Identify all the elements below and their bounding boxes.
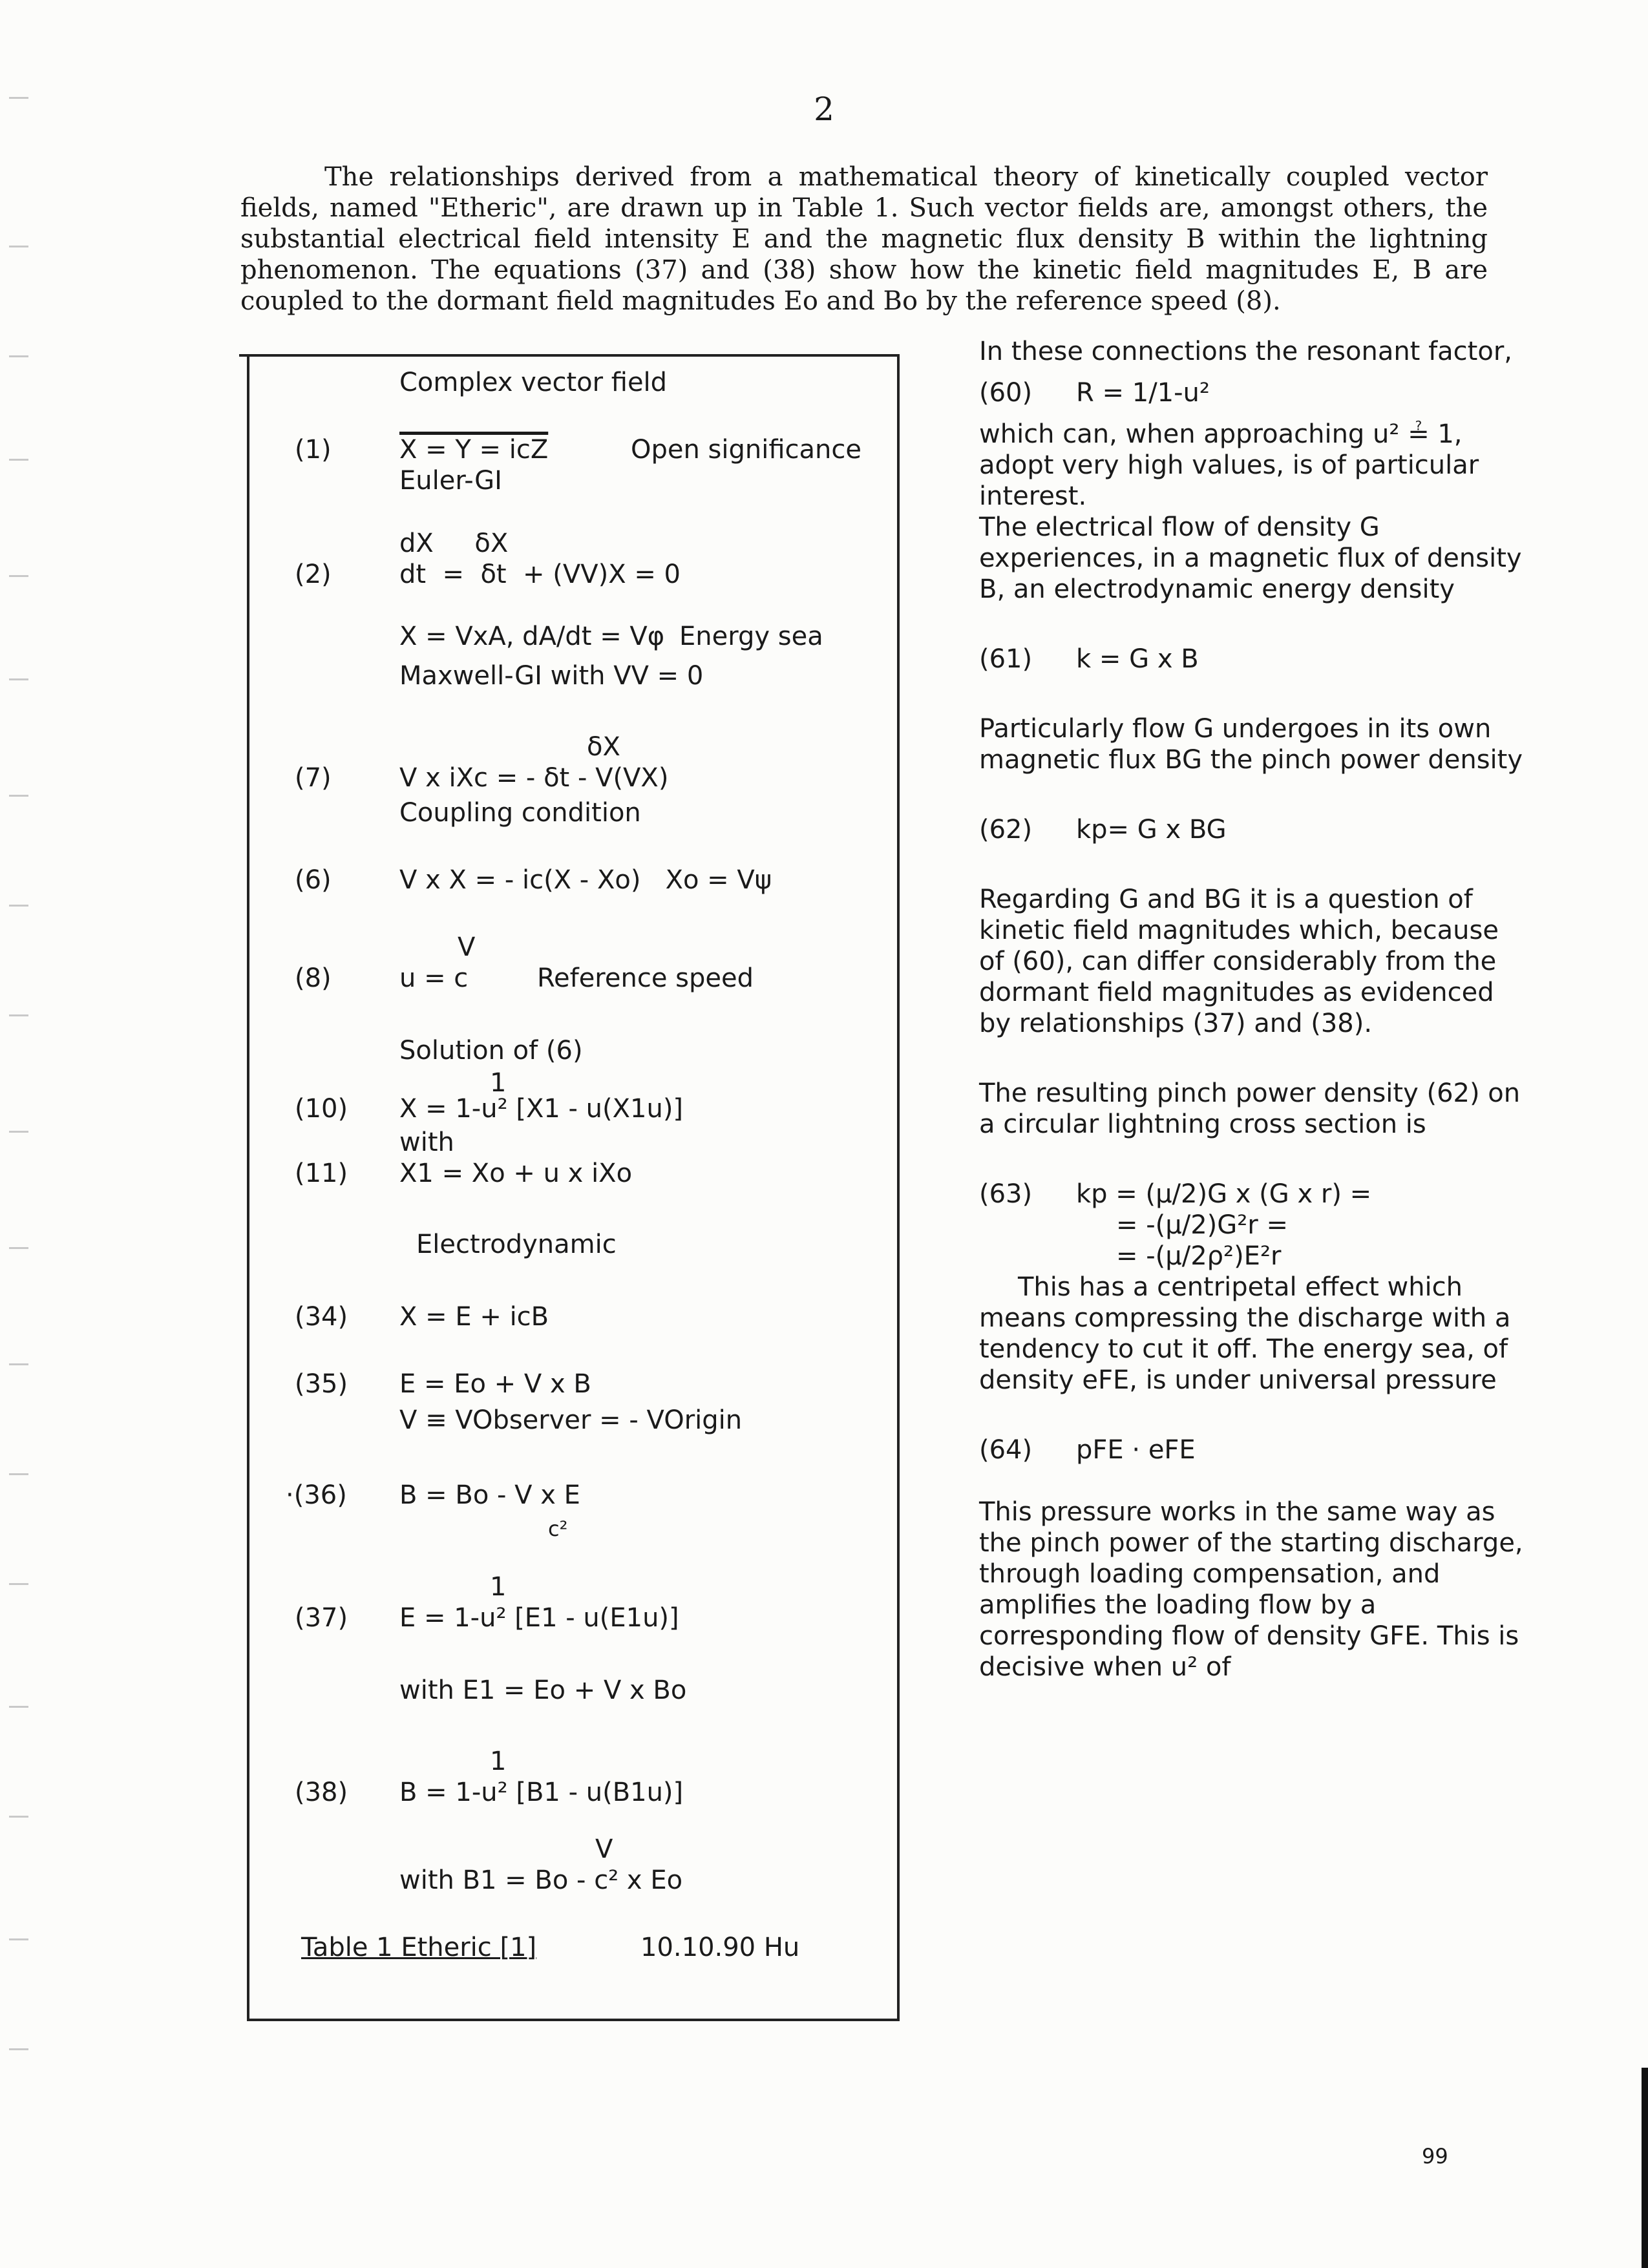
eq10-with: with: [399, 1128, 454, 1157]
eq63c: = -(μ/2ρ²)E²r: [1116, 1241, 1282, 1271]
table-caption-date: 10.10.90 Hu: [640, 1933, 800, 1962]
right-p5: Regarding G and BG it is a question of kinetic field magnitudes which, because of (60), can differ considerably from the dormant field magnitudes as evidenced by relationships (37) and (38).: [979, 885, 1499, 1038]
eq1-expr: X = Y = icZ: [399, 435, 549, 465]
eq7-expr: V x iXc = - δt - V(VX): [399, 763, 669, 793]
eq35-label: (35): [295, 1369, 348, 1399]
eq8-expr: u = c: [399, 963, 469, 993]
eq6-label: (6): [295, 865, 332, 895]
eq37-expr: E = 1-u² [E1 - u(E1u)]: [399, 1603, 679, 1633]
solution-heading: Solution of (6): [399, 1036, 583, 1066]
eq2-note: Energy sea: [679, 622, 823, 651]
scan-edge: [1642, 2068, 1648, 2268]
eq2-top: dX δX: [399, 529, 509, 558]
eq36-expr: B = Bo - V x E: [399, 1480, 580, 1510]
table-heading: Complex vector field: [399, 368, 668, 397]
eq36-denom: c²: [548, 1517, 568, 1541]
eq38-top: 1: [490, 1747, 507, 1776]
right-p3: The electrical flow of density G experiences, in a magnetic flux of density B, an electrodynamic energy density: [979, 512, 1522, 604]
footer-page-number: 99: [1422, 2144, 1448, 2168]
eq37-label: (37): [295, 1603, 348, 1633]
right-p6: The resulting pinch power density (62) on a circular lightning cross section is: [979, 1078, 1521, 1139]
eq7-label: (7): [295, 763, 332, 793]
eq63a: (63) kp = (μ/2)G x (G x r) =: [979, 1179, 1372, 1209]
eq1-note: Open significance: [631, 435, 862, 465]
eq36-label: ·(36): [286, 1480, 347, 1510]
table-1-etheric: [247, 354, 900, 2021]
right-p2: which can, when approaching u² ≟ 1, adopt very high values, is of particular interest.: [979, 419, 1479, 511]
eq8-note: Reference speed: [537, 963, 754, 993]
eq1-sub: Euler-GI: [399, 466, 502, 496]
eq10-top: 1: [490, 1068, 507, 1098]
eq62: (62) kp= G x BG: [979, 815, 1227, 845]
eq10-label: (10): [295, 1094, 348, 1124]
eq37-with: with E1 = Eo + V x Bo: [399, 1675, 687, 1705]
eq63b: = -(μ/2)G²r =: [1116, 1210, 1288, 1240]
right-p8: This pressure works in the same way as the pinch power of the starting discharge, through loading compensation, and amplifies the loading flow by a corresponding flow of density GFE. This is decisive when u² of: [979, 1497, 1523, 1682]
eq7-sub: Coupling condition: [399, 798, 641, 828]
eq1-label: (1): [295, 435, 332, 465]
eq35-line2: V ≡ VObserver = - VOrigin: [399, 1405, 743, 1435]
eq2-line2: X = VxA, dA/dt = Vφ: [399, 622, 665, 651]
eq10-expr: X = 1-u² [X1 - u(X1u)]: [399, 1094, 684, 1124]
eq34-expr: X = E + icB: [399, 1302, 549, 1332]
eq37-top: 1: [490, 1572, 507, 1602]
eq64: (64) pFE · eFE: [979, 1435, 1196, 1465]
eq60: (60) R = 1/1-u²: [979, 378, 1210, 408]
intro-paragraph: The relationships derived from a mathematical theory of kinetically coupled vector fields, named "Etheric", are drawn up in Table 1. Such vector fields are, amongst others, the substantial electrical field intensity E and the magnetic flux density B within the lightning phenomenon. The equations (37) and (38) show how the kinetic field magnitudes E, B are coupled to the dormant field magnitudes Eo and Bo by the reference speed (8).: [240, 162, 1488, 316]
eq11-label: (11): [295, 1159, 348, 1188]
margin-marks: [9, 97, 35, 2132]
eq7-top: δX: [587, 732, 620, 762]
eq2-line3: Maxwell-GI with VV = 0: [399, 661, 704, 691]
eq61: (61) k = G x B: [979, 644, 1199, 674]
eq11-expr: X1 = Xo + u x iXo: [399, 1159, 633, 1188]
eq6-expr: V x X = - ic(X - Xo) Xo = Vψ: [399, 865, 772, 895]
electrodynamic-heading: Electrodynamic: [416, 1230, 617, 1259]
eq35-expr: E = Eo + V x B: [399, 1369, 591, 1399]
eq38-expr: B = 1-u² [B1 - u(B1u)]: [399, 1778, 684, 1807]
eq34-label: (34): [295, 1302, 348, 1332]
eq8-top: V: [458, 932, 476, 962]
right-p4: Particularly flow G undergoes in its own magnetic flux BG the pinch power density: [979, 714, 1523, 775]
eq38-label: (38): [295, 1778, 348, 1807]
page-number: 2: [814, 90, 834, 128]
right-column: [979, 336, 1528, 1683]
eq38-with-top: V: [595, 1834, 613, 1864]
eq2-label: (2): [295, 560, 332, 589]
eq8-label: (8): [295, 963, 332, 993]
eq38-with: with B1 = Bo - c² x Eo: [399, 1865, 683, 1895]
right-p1: In these connections the resonant factor,: [979, 337, 1512, 366]
right-p7: This has a centripetal effect which means compressing the discharge with a tendency to cut it off. The energy sea, of density eFE, is under universal pressure: [979, 1272, 1511, 1395]
eq2-expr: dt = δt + (VV)X = 0: [399, 560, 681, 589]
table-caption: Table 1 Etheric [1]: [301, 1933, 537, 1962]
